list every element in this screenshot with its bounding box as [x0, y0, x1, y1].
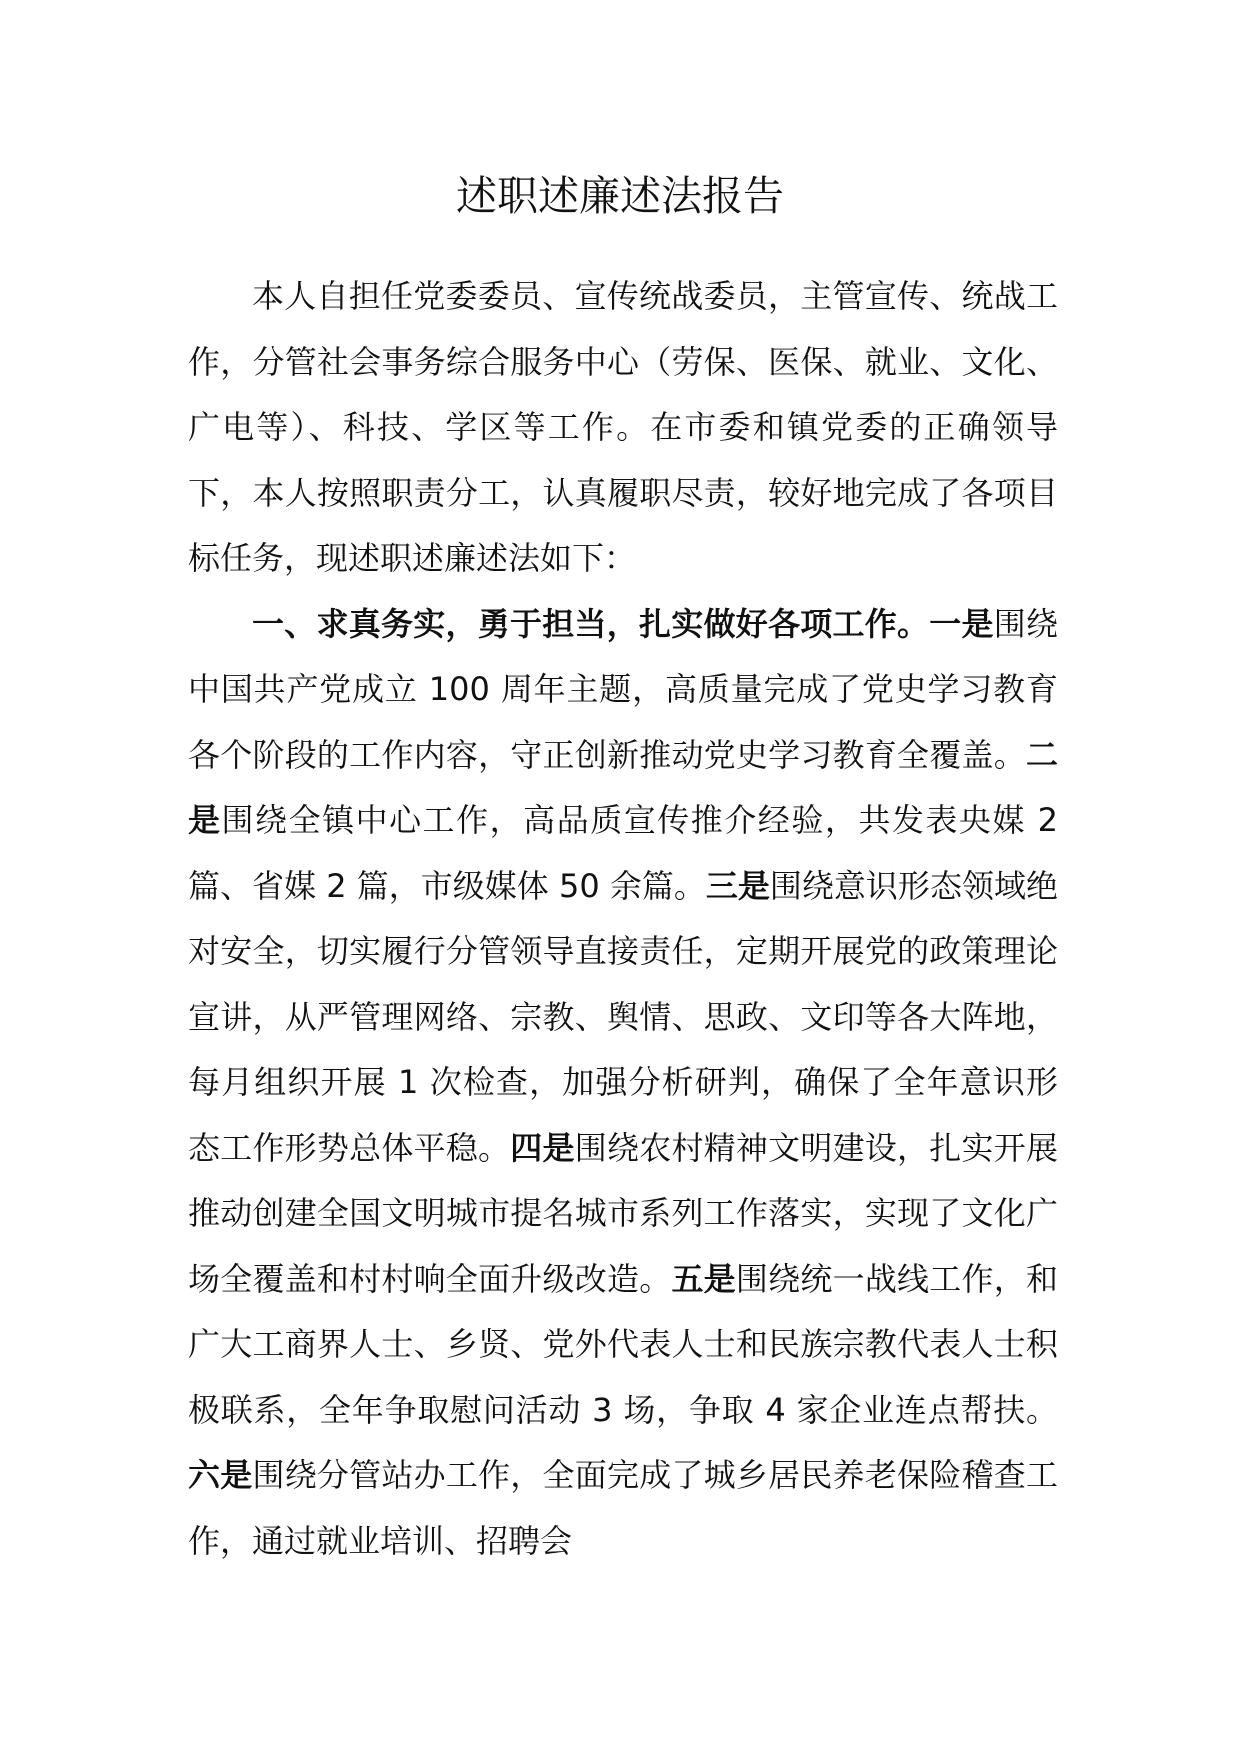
- item-6-text: 围绕分管站办工作，全面完成了城乡居民养老保险稽查工作，通过就业培训、招聘会: [188, 1456, 1058, 1560]
- page-title: 述职述廉述法报告: [456, 172, 784, 220]
- item-5-label: 五是: [671, 1259, 736, 1298]
- item-2-label: 二是: [188, 735, 1058, 839]
- item-4-text: 围绕农村精神文明建设，扎实开展推动创建全国文明城市提名城市系列工作落实，实现了文化广场全覆盖和村村响全面升级改造。: [188, 1128, 1058, 1298]
- item-1-label: 一是: [929, 604, 994, 643]
- item-4-label: 四是: [510, 1128, 575, 1167]
- section-1-paragraph: [188, 592, 1058, 1575]
- item-5-text: 围绕统一战线工作，和广大工商界人士、乡贤、党外代表人士和民族宗教代表人士积极联系，全年争取慰问活动 3 场，争取 4 家企业连点帮扶。: [188, 1259, 1058, 1429]
- section-1-heading: 一、求真务实，勇于担当，扎实做好各项工作。: [252, 604, 930, 643]
- item-3-text: 围绕意识形态领域绝对安全，切实履行分管领导直接责任，定期开展党的政策理论宣讲，从严管理网络、宗教、舆情、思政、文印等各大阵地，每月组织开展 1 次检查，加强分析研判，确保了全年意识形态工作形势总体平稳。: [188, 866, 1058, 1167]
- item-6-label: 六是: [188, 1456, 253, 1494]
- item-1-text: 围绕中国共产党成立 100 周年主题，高质量完成了党史学习教育各个阶段的工作内容，守正创新推动党史学习教育全覆盖。: [188, 604, 1058, 774]
- intro-paragraph: 本人自担任党委委员、宣传统战委员，主管宣传、统战工作，分管社会事务综合服务中心（劳保、医保、就业、文化、广电等）、科技、学区等工作。在市委和镇党委的正确领导下，本人按照职责分工，认真履职尽责，较好地完成了各项目标任务，现述职述廉述法如下：: [188, 277, 1058, 577]
- item-2-text: 围绕全镇中心工作，高品质宣传推介经验，共发表央媒 2 篇、省媒 2 篇，市级媒体 50 余篇。: [188, 801, 1058, 905]
- document-body: [188, 264, 1058, 1574]
- item-3-label: 三是: [705, 866, 770, 905]
